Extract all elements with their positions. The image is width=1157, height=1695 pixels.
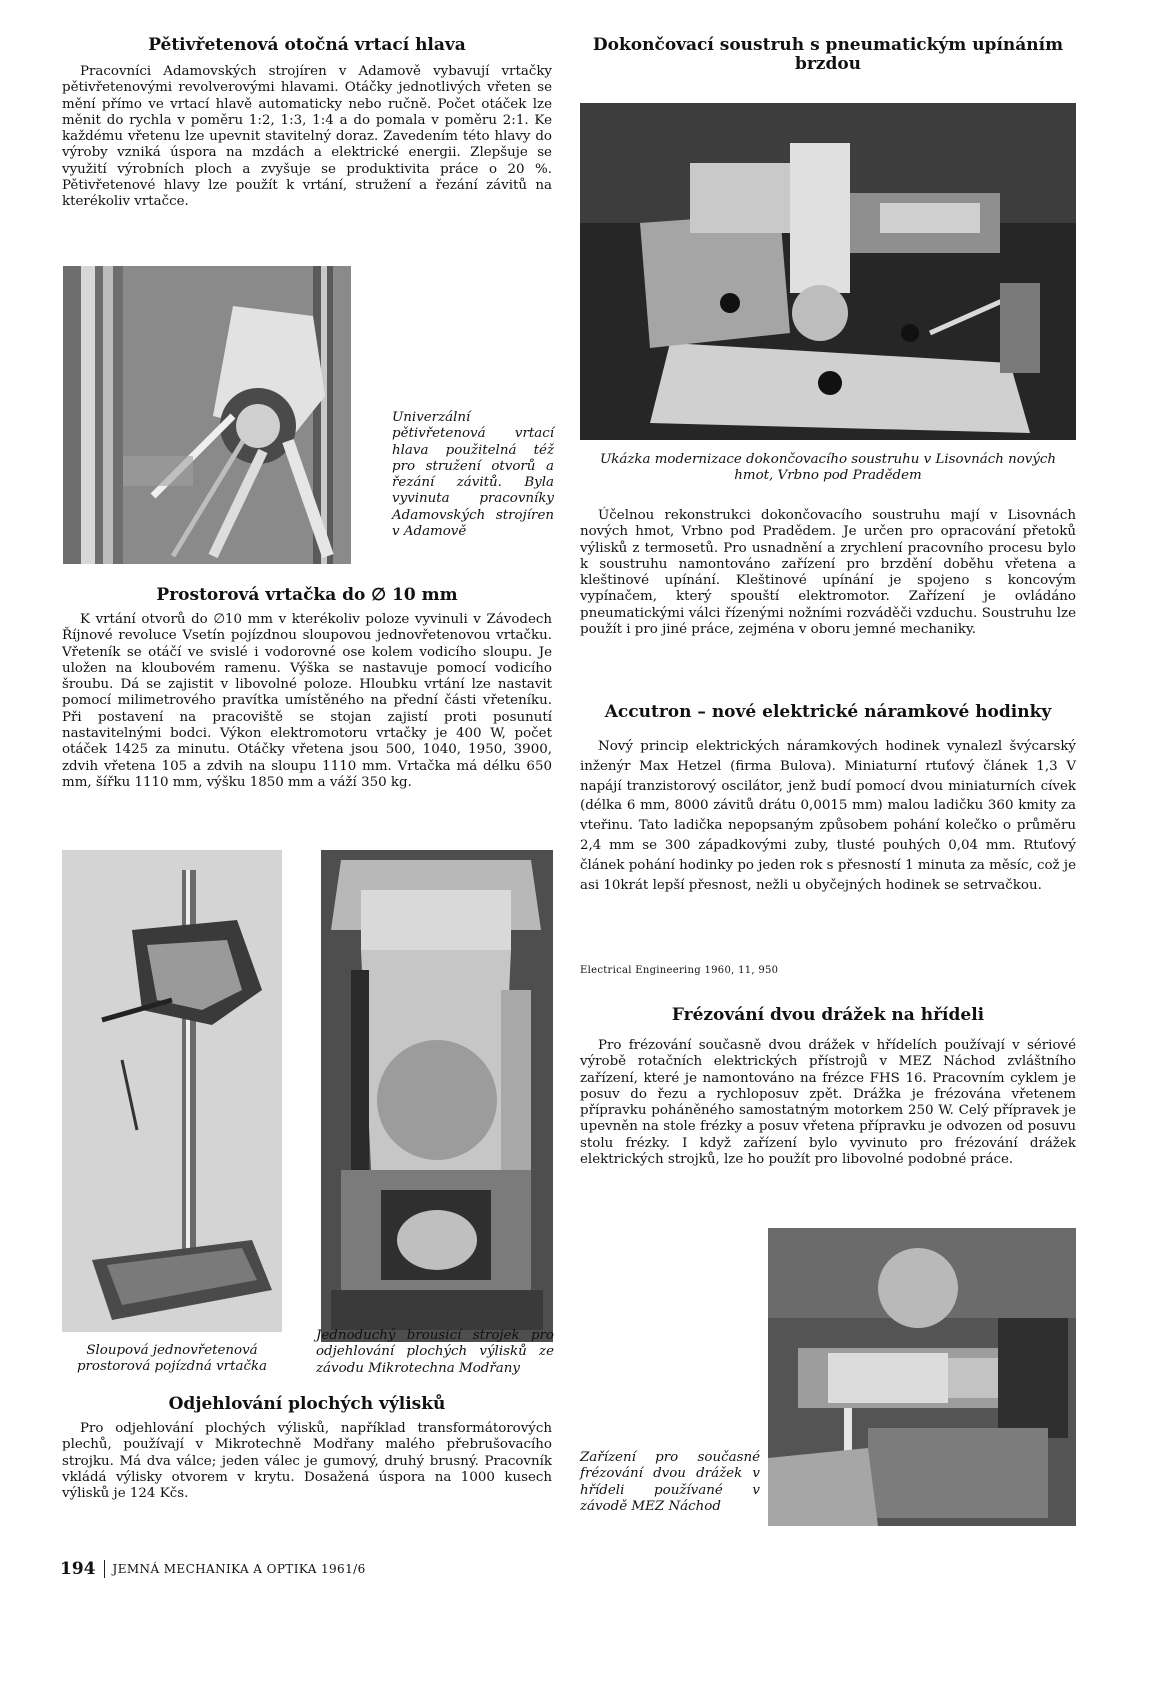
article-body-deburring: Pro odjehlování plochých výlisků, například transformátorových plechů, používají v Mikrotechně Modřany malého přebrušovacího strojku. Má dva válce; jeden válec je gumový, druhý brusný. Pracovník vkládá výlisky otvorem v krytu. Dosažená úspora na 1000 kusech výlisků je 124 Kčs. <box>62 1421 552 1502</box>
reference-accutron: Electrical Engineering 1960, 11, 950 <box>580 965 779 976</box>
article-title-lathe: Dokončovací soustruh s pneumatickým upínáním brzdou <box>592 35 1064 74</box>
footer-divider <box>104 1560 105 1578</box>
caption-lathe: Ukázka modernizace dokončovacího soustruhu v Lisovnách nových hmot, Vrbno pod Pradědem <box>599 452 1057 484</box>
article-body-accutron: Nový princip elektrických náramkových hodinek vynalezl švýcarský inženýr Max Hetzel (firma Bulova). Miniaturní rtuťový článek 1,3 V napájí tranzistorový oscilátor, jenž budí pomocí dvou miniaturních cívek (délka 6 mm, 8000 závitů drátu 0,0015 mm) malou ladičku 360 kmity za vteřinu. Tato ladička nepopsaným způsobem pohání kolečko o průměru 2,4 mm se 300 západkovými zuby, tlusté pouhých 0,04 mm. Rtuťový článek pohání hodinky po jeden rok s přesností 1 minuta za měsíc, což je asi 10krát lepší přesnost, nežli u obyčejných hodinek se setrvačkou. <box>580 739 1076 893</box>
article-body-lathe: Účelnou rekonstrukci dokončovacího soustruhu mají v Lisovnách nových hmot, Vrbno pod Pradědem. Je určen pro opracování přetoků výlisků z termosetů. Pro usnadnění a zrychlení pracovního procesu bylo k soustruhu namontováno zařízení pro brzdění doběhu vřetena a kleštinové upínání. Kleštinové upínání je spojeno s koncovým vypínačem, který spouští elektromotor. Zařízení je ovládáno pneumatickými válci řízenými nožními rozváděči vzduchu. Soustruhu lze použít i pro jiné práce, zejména v oboru jemné mechaniky. <box>580 508 1076 638</box>
article-title-deburring: Odjehlování plochých výlisků <box>168 1394 446 1414</box>
article-title-milling: Frézování dvou drážek na hřídeli <box>671 1005 985 1025</box>
caption-grinder: Jednoduchý brousicí strojek pro odjehlování plochých výlisků ze závodu Mikrotechna Modřany <box>316 1328 554 1376</box>
photo-five-spindle-head <box>63 266 351 564</box>
article-title-drill-head: Pětivřetenová otočná vrtací hlava <box>148 35 466 55</box>
article-title-accutron: Accutron – nové elektrické náramkové hodinky <box>604 702 1052 722</box>
caption-milling-fixture: Zařízení pro současné frézování dvou drážek v hřídeli používané v závodě MEZ Náchod <box>580 1450 760 1514</box>
article-title-space-drill: Prostorová vrtačka do ∅ 10 mm <box>156 585 458 605</box>
photo-milling-fixture <box>768 1228 1076 1526</box>
article-body-drill-head: Pracovníci Adamovských strojíren v Adamově vybavují vrtačky pětivřetenovými revolverovými hlavami. Otáčky jednotlivých vřeten se mění přímo ve vrtací hlavě automaticky nebo ručně. Počet otáček lze měnit do rychla v poměru 1:2, 1:3, 1:4 a do pomala v poměru 2:1. Ke každému vřetenu lze upevnit stavitelný doraz. Zavedením této hlavy do výroby vzniká úspora na mzdách a elektrické energii. Zlepšuje se využití výrobních ploch a zvyšuje se produktivita práce o 20 %. Pětivřetenové hlavy lze použít k vrtání, stružení a řezání závitů na kterékoliv vrtačce. <box>62 64 552 210</box>
photo-grinder <box>321 850 553 1342</box>
photo-lathe <box>580 103 1076 440</box>
caption-column-drill: Sloupová jednovřetenová prostorová pojízdná vrtačka <box>76 1343 268 1375</box>
journal-name: JEMNÁ MECHANIKA A OPTIKA 1961/6 <box>112 1562 366 1576</box>
photo-column-drill <box>62 850 282 1332</box>
caption-drill-head: Univerzální pětivřetenová vrtací hlava použitelná též pro stružení otvorů a řezání závitů. Byla vyvinuta pracovníky Adamovských strojíren v Adamově <box>392 410 554 540</box>
page-footer <box>60 1558 366 1580</box>
page-number: 194 <box>60 1559 96 1579</box>
article-body-milling: Pro frézování současně dvou drážek v hřídelích používají v sériové výrobě rotačních elektrických přístrojů v MEZ Náchod zvláštního zařízení, které je namontováno na frézce FHS 16. Pracovním cyklem je posuv do řezu a rychloposuv zpět. Drážka je frézována vřetenem přípravku poháněného samostatným motorkem 250 W. Celý přípravek je upevněn na stole frézky a posuv vřetena přípravku je odvozen od posuvu stolu frézky. I když zařízení bylo vyvinuto pro frézování drážek elektrických strojků, lze ho použít pro libovolné podobné práce. <box>580 1038 1076 1168</box>
article-body-space-drill: K vrtání otvorů do ∅10 mm v kterékoliv poloze vyvinuli v Závodech Říjnové revoluce Vsetín pojízdnou sloupovou jednovřetenovou vrtačku. Vřeteník se otáčí ve svislé i vodorovné ose kolem vodicího sloupu. Je uložen na kloubovém ramenu. Výška se nastavuje pomocí vodicího šroubu. Dá se zajistit v libovolné poloze. Hloubku vrtání lze nastavit pomocí milimetrového pravítka umístěného na přední části vřeteníku. Při postavení na pracoviště se stojan zajistí proti posunutí nastavitelnými bodci. Výkon elektromotoru vrtačky je 400 W, počet otáček 1425 za minutu. Otáčky vřetena jsou 500, 1040, 1950, 3900, zdvih vřetena 105 a zdvih na sloupu 1110 mm. Vrtačka má délku 650 mm, šířku 1110 mm, výšku 1850 mm a váží 350 kg. <box>62 612 552 790</box>
